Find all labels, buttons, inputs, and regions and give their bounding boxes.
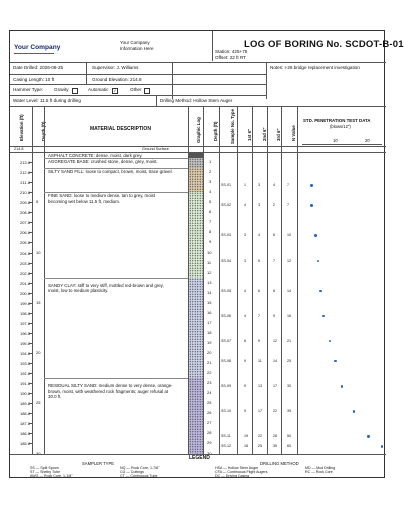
- elevation-tick: [29, 413, 32, 414]
- elevation-label: 203.8: [19, 260, 30, 266]
- elevation-tick: [29, 353, 32, 354]
- n-value: 12: [287, 258, 291, 263]
- depth2-label: 17: [207, 319, 212, 325]
- depth2-label: 10: [207, 249, 212, 255]
- sample-id: SS-06: [221, 313, 231, 318]
- blow-2nd6: 22: [258, 434, 262, 439]
- depth2-label: 22: [207, 370, 212, 376]
- elevation-label: 188.8: [19, 411, 30, 417]
- elevation-tick: [29, 263, 32, 264]
- legend-s3: AWG — Rock Core, 1-1/8": [30, 474, 73, 478]
- elevation-tick: [29, 443, 32, 444]
- legend-d1: HSA — Hollow Stem Auger: [215, 466, 259, 470]
- elevation-tick: [29, 363, 32, 364]
- blow-1st6: 4: [244, 203, 246, 208]
- n-value: 60: [287, 444, 291, 449]
- n-value: 39: [287, 409, 291, 414]
- elevation-label: 194.8: [19, 351, 30, 356]
- elevation-label: 200.8: [19, 290, 30, 296]
- elevation-tick: [29, 253, 32, 254]
- elevation-tick: [29, 343, 32, 344]
- elevation-label: 185.8: [19, 441, 30, 447]
- depth-label: 30: [36, 450, 41, 456]
- depth2-label: 28: [207, 430, 212, 436]
- depth2-label: 20: [207, 350, 212, 355]
- elevation-label: 207.8: [19, 220, 30, 226]
- spt-point: [310, 204, 312, 206]
- elevation-label: 206.8: [19, 230, 30, 236]
- elevation-label: 205.8: [19, 240, 30, 246]
- elevation-tick: [29, 172, 32, 173]
- spt-point: [341, 385, 343, 387]
- blow-1st6: 19: [244, 434, 248, 439]
- blow-1st6: 9: [244, 359, 246, 364]
- material-description: RESIDUAL SILTY SAND: medium dense to very dense, orange-brown, moist, with weathered rock fragments; auger refusal at 30.0 ft.: [48, 383, 173, 400]
- elevation-tick: [29, 192, 32, 193]
- blow-3rd6: 35: [273, 444, 277, 449]
- legend-s4: NQ — Rock Core, 1-7/8": [120, 466, 160, 470]
- hammer-automatic-checkbox: ✓: [113, 87, 117, 93]
- spt-axis-20: 20: [365, 138, 370, 143]
- depth2-label: 26: [207, 410, 212, 416]
- elevation-tick: [29, 323, 32, 324]
- depth2-label: 19: [207, 339, 212, 345]
- depth2-label: 11: [207, 259, 212, 265]
- legend-s6: CT — Continuous Tube: [120, 474, 158, 478]
- legend-d2: CFA — Continuous Flight Augers: [215, 470, 268, 474]
- water-level: Water Level: 11.5 ft during drilling: [13, 98, 81, 103]
- depth2-label: 4: [209, 189, 212, 195]
- col-n-value: N Value: [291, 125, 296, 141]
- sample-id: SS-08: [221, 359, 231, 364]
- clay-stratum: [189, 278, 203, 380]
- elevation-tick: [29, 273, 32, 274]
- blow-3rd6: 7: [273, 258, 275, 263]
- spt-title: STD. PENETRATION TEST DATA: [303, 118, 371, 123]
- elevation-tick: [29, 242, 32, 243]
- depth2-label: 29: [207, 440, 212, 446]
- spt-point: [310, 184, 312, 186]
- elevation-tick: [29, 333, 32, 334]
- elevation-label: 204.8: [19, 250, 30, 256]
- residual-stratum: [189, 378, 203, 454]
- blow-3rd6: 6: [273, 233, 275, 238]
- blow-3rd6: 2: [273, 203, 275, 208]
- blow-1st6: 4: [244, 313, 246, 318]
- spt-point: [329, 340, 331, 342]
- elevation-tick: [29, 162, 32, 163]
- blow-1st6: 3: [244, 233, 246, 238]
- depth2-label: 1: [209, 159, 212, 165]
- elevation-label: 209.8: [19, 200, 30, 206]
- material-description: FINE SAND: loose to medium dense, tan to grey, moist becoming wet below 11.5 ft, medium.: [48, 193, 156, 204]
- company-info: Information Here: [120, 46, 154, 51]
- elevation-label: 210.8: [19, 190, 30, 196]
- depth2-label: 23: [207, 380, 212, 386]
- drilling-method: Drilling Method: Hollow Stem Auger: [160, 98, 233, 103]
- elevation-tick: [29, 433, 32, 434]
- elevation-tick: [29, 212, 32, 213]
- elevation-label: 202.8: [19, 270, 30, 276]
- stratum-boundary: [44, 278, 188, 279]
- elevation-tick: [29, 383, 32, 384]
- elevation-tick: [29, 403, 32, 404]
- ground-elevation: Ground Elevation: 214.8: [92, 77, 142, 82]
- depth2-label: 14: [207, 289, 212, 295]
- date-drilled: Date Drilled: 2026-08-25: [13, 65, 64, 70]
- spt-axis-10: 10: [333, 138, 338, 143]
- legend-title: LEGEND: [189, 455, 210, 461]
- page-title: LOG OF BORING No. SCDOT-B-01: [244, 39, 404, 50]
- depth-label: 25: [36, 400, 41, 406]
- spt-point: [381, 445, 383, 447]
- material-description: AGGREGATE BASE: crushed stone, dense, grey, moist.: [48, 159, 158, 165]
- blow-3rd6: 17: [273, 384, 277, 389]
- blow-2nd6: 11: [258, 359, 262, 364]
- elevation-tick: [29, 283, 32, 284]
- blow-3rd6: 12: [273, 338, 277, 343]
- n-value: 10: [287, 233, 291, 238]
- elevation-label: 211.8: [20, 180, 30, 186]
- col-material: MATERIAL DESCRIPTION: [90, 126, 151, 132]
- depth2-label: 3: [209, 179, 212, 185]
- col-2nd6: 2nd 6": [262, 127, 267, 141]
- depth2-label: 13: [207, 279, 212, 285]
- elevation-tick: [29, 313, 32, 314]
- elevation-label: 201.8: [19, 280, 30, 286]
- depth2-label: 25: [207, 400, 212, 406]
- blow-2nd6: 17: [258, 409, 262, 414]
- casing-length: Casing Length: 10 ft: [13, 77, 55, 82]
- legend-s1: SS — Split Spoon: [30, 466, 59, 470]
- boring-log-sheet: [9, 30, 404, 478]
- hammer-gravity-label: Gravity: [54, 87, 69, 92]
- sample-id: SS-04: [221, 258, 231, 263]
- material-description: SILTY SAND FILL: loose to compact, brown, moist, trace gravel.: [48, 169, 173, 175]
- depth2-label: 6: [209, 209, 212, 215]
- hammer-other-label: Other: [130, 87, 142, 92]
- n-value: 50: [287, 434, 291, 439]
- elevation-tick: [29, 182, 32, 183]
- company-logo: Your Company: [14, 44, 61, 51]
- spt-point: [353, 410, 355, 412]
- top-elevation: 214.8: [14, 147, 24, 151]
- sample-id: SS-02: [221, 203, 231, 208]
- depth2-label: 7: [209, 219, 212, 225]
- hammer-automatic-label: Automatic: [88, 87, 109, 92]
- spt-point: [319, 290, 321, 292]
- fill-stratum: [189, 168, 203, 193]
- blow-2nd6: 9: [258, 338, 260, 343]
- blow-1st6: 6: [244, 338, 246, 343]
- depth2-label: 16: [207, 309, 212, 315]
- col-sample-no: Sample No. Type: [230, 108, 235, 144]
- blow-2nd6: 5: [258, 258, 260, 263]
- n-value: 21: [287, 338, 291, 343]
- hammer-gravity-checkbox: [72, 88, 78, 94]
- depth2-label: 30: [207, 450, 212, 456]
- depth2-label: 5: [209, 199, 212, 205]
- hammer-other-checkbox: [144, 88, 150, 94]
- blow-1st6: 1: [244, 183, 246, 188]
- blow-1st6: 4: [244, 288, 246, 293]
- legend-s5: CU — Cuttings: [120, 470, 144, 474]
- elevation-tick: [29, 232, 32, 233]
- blow-2nd6: 13: [258, 384, 262, 389]
- depth2-label: 2: [209, 169, 212, 175]
- sand-stratum: [189, 192, 203, 278]
- blow-1st6: 18: [244, 444, 248, 449]
- elevation-tick: [29, 293, 32, 294]
- elevation-label: 190.8: [19, 391, 30, 397]
- blow-3rd6: 14: [273, 359, 277, 364]
- blow-2nd6: 6: [258, 288, 260, 293]
- depth2-label: 21: [207, 360, 212, 366]
- sample-id: SS-09: [221, 384, 231, 389]
- n-value: 14: [287, 288, 291, 293]
- blow-3rd6: 9: [273, 313, 275, 318]
- spt-point: [317, 260, 319, 262]
- depth2-label: 9: [209, 239, 212, 245]
- elevation-label: 187.8: [19, 421, 30, 427]
- legend-d5: RC — Rock Core: [305, 470, 333, 474]
- sample-id: SS-12: [221, 444, 231, 449]
- spt-point: [334, 360, 336, 362]
- sample-id: SS-03: [221, 233, 231, 238]
- blow-1st6: 9: [244, 384, 246, 389]
- blow-1st6: 9: [244, 409, 246, 414]
- legend-drilling-title: DRILLING METHOD: [260, 461, 299, 466]
- depth2-label: 18: [207, 329, 212, 335]
- blow-2nd6: 3: [258, 183, 260, 188]
- depth-label: 5: [36, 199, 39, 205]
- depth-label: 20: [36, 350, 41, 355]
- elevation-label: 213.8: [19, 160, 30, 166]
- blow-2nd6: 7: [258, 313, 260, 318]
- depth2-label: 15: [207, 299, 212, 305]
- col-3rd6: 3rd 6": [276, 128, 281, 141]
- col-depth: Depth (ft): [41, 121, 46, 141]
- notes: Notes: I-26 bridge replacement investigation: [270, 65, 360, 70]
- elevation-label: 199.8: [19, 300, 30, 306]
- elevation-label: 197.8: [19, 320, 30, 326]
- blow-3rd6: 4: [273, 183, 275, 188]
- ground-surface-label: Ground Surface: [142, 147, 169, 151]
- blow-3rd6: 22: [273, 409, 277, 414]
- elevation-label: 195.8: [19, 340, 30, 346]
- blow-2nd6: 25: [258, 444, 262, 449]
- depth2-label: 27: [207, 420, 212, 426]
- material-description: ASPHALT CONCRETE: dense, moist, dark grey.: [48, 153, 143, 158]
- n-value: 7: [287, 203, 289, 208]
- blow-3rd6: 28: [273, 434, 277, 439]
- blow-2nd6: 4: [258, 233, 260, 238]
- depth-label: 10: [36, 249, 41, 255]
- n-value: 16: [287, 313, 291, 318]
- elevation-tick: [29, 303, 32, 304]
- spt-point: [367, 435, 369, 437]
- sample-id: SS-10: [221, 409, 231, 414]
- elevation-tick: [29, 222, 32, 223]
- blow-2nd6: 3: [258, 203, 260, 208]
- n-value: 25: [287, 359, 291, 364]
- col-depth2: Depth (ft): [213, 121, 218, 141]
- legend-s2: ST — Shelby Tube: [30, 470, 61, 474]
- legend-sampler-title: SAMPLER TYPE: [82, 461, 115, 466]
- supervisor: Supervisor: J. Williams: [92, 65, 139, 70]
- offset: Offset: 22 ft RT: [215, 55, 246, 60]
- sample-id: SS-05: [221, 288, 231, 293]
- sample-id: SS-07: [221, 338, 231, 343]
- logo-underline: [14, 53, 54, 54]
- company-name: Your Company: [120, 40, 150, 45]
- elevation-label: 191.8: [19, 381, 30, 387]
- depth-label: 15: [36, 299, 41, 305]
- col-1st6: 1st 6": [247, 128, 252, 141]
- depth2-label: 24: [207, 390, 212, 396]
- elevation-label: 186.8: [19, 431, 30, 437]
- stratum-boundary: [44, 378, 188, 379]
- elevation-label: 189.8: [19, 401, 30, 407]
- elevation-tick: [29, 423, 32, 424]
- n-value: 7: [287, 183, 289, 188]
- sample-id: SS-01: [221, 183, 231, 188]
- elevation-label: 198.8: [19, 310, 30, 316]
- depth2-label: 8: [209, 229, 212, 235]
- elevation-tick: [29, 202, 32, 203]
- elevation-tick: [29, 373, 32, 374]
- elevation-label: 193.8: [19, 361, 30, 367]
- station: Station: 425+75: [215, 49, 248, 54]
- spt-units: (blows/12"): [330, 124, 351, 129]
- depth2-label: 12: [207, 269, 212, 275]
- elevation-label: 196.8: [19, 330, 30, 336]
- blow-3rd6: 8: [273, 288, 275, 293]
- sample-id: SS-11: [221, 434, 231, 439]
- elevation-label: 212.8: [19, 170, 30, 176]
- col-elevation: Elevation (ft): [19, 114, 24, 141]
- legend-d4: MD — Mud Drilling: [305, 466, 336, 470]
- n-value: 30: [287, 384, 291, 389]
- legend-d3: DC — Driving Casing: [215, 474, 250, 478]
- blow-1st6: 3: [244, 258, 246, 263]
- col-graphic-log: Graphic Log: [196, 117, 201, 143]
- elevation-label: 192.8: [19, 371, 30, 377]
- material-description: SANDY CLAY: stiff to very stiff, mottled red-brown and grey, moist, low to medium plasticity.: [48, 282, 164, 294]
- spt-axis: [302, 144, 382, 145]
- spt-point: [322, 315, 324, 317]
- elevation-tick: [29, 393, 32, 394]
- spt-point: [314, 234, 316, 236]
- hammer-type: Hammer Type:: [13, 87, 44, 92]
- elevation-label: 208.8: [19, 210, 30, 216]
